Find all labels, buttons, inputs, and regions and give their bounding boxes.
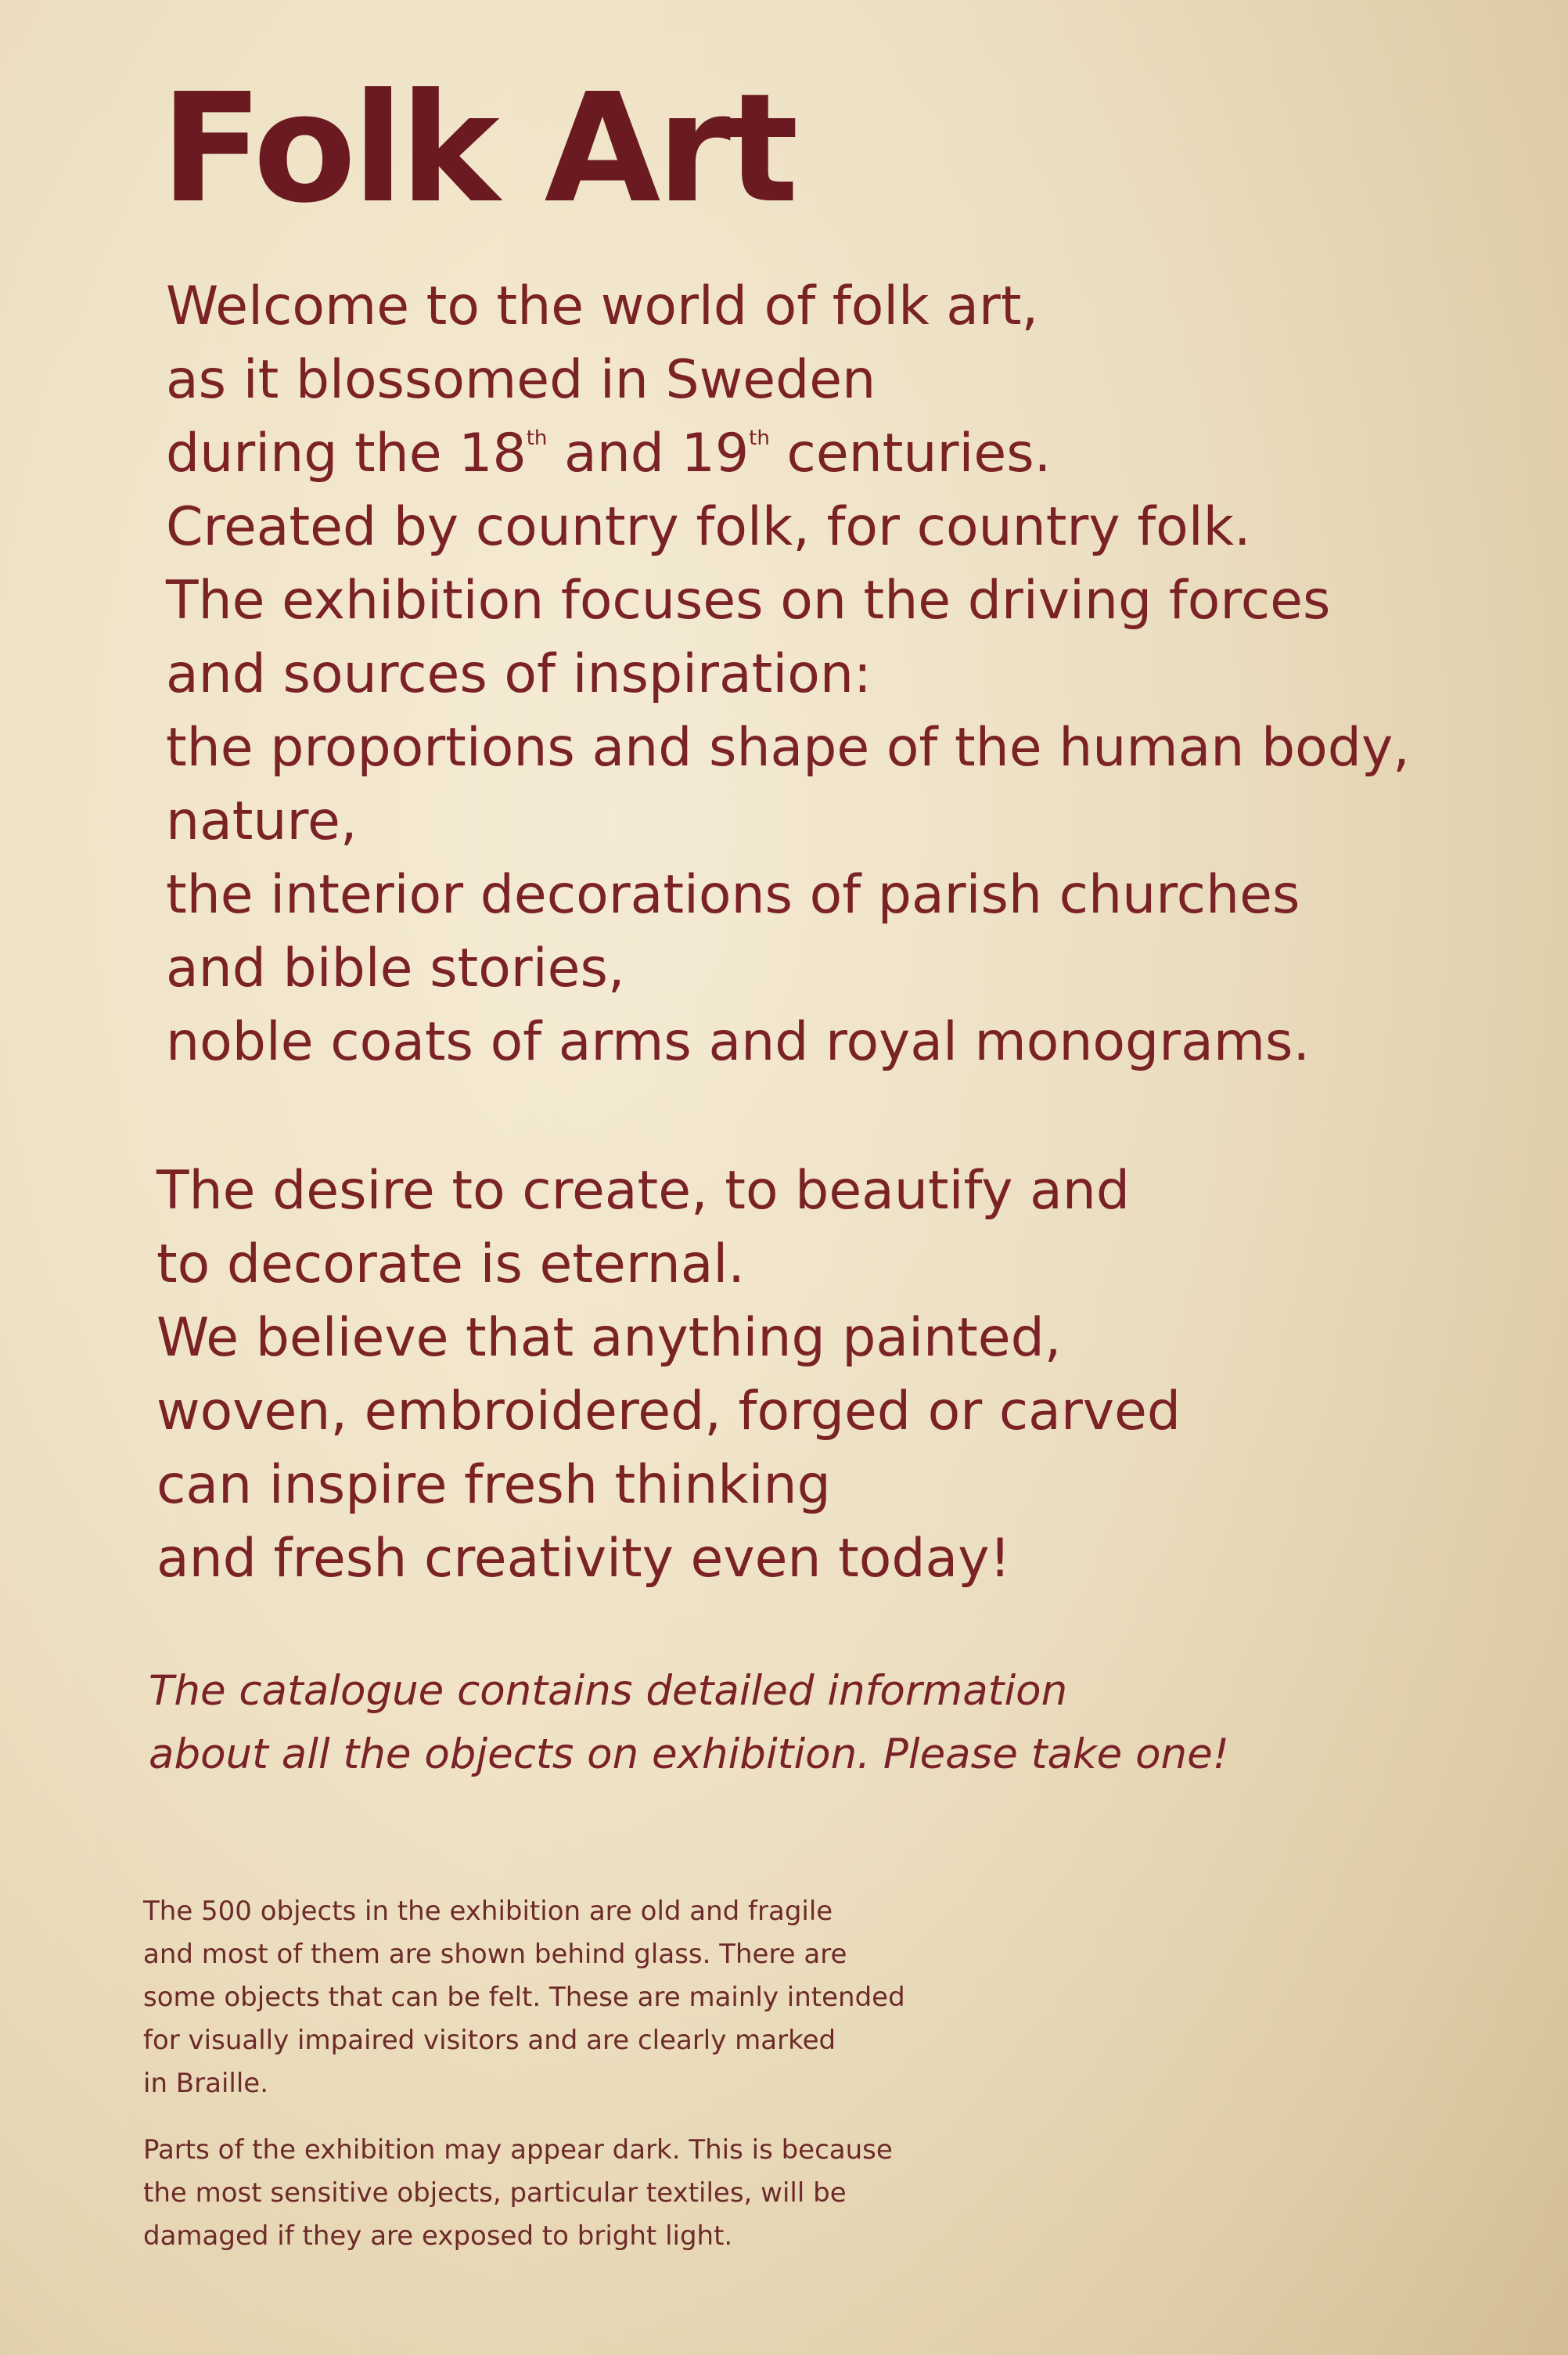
paragraph-line: The desire to create, to beautify and	[156, 1160, 1131, 1222]
intro-line: noble coats of arms and royal monograms.	[166, 1011, 1311, 1073]
note-line: the most sensitive objects, particular textiles, will be	[143, 2177, 847, 2209]
intro-line-part: during the 18	[166, 423, 527, 484]
note-line: damaged if they are exposed to bright light.	[143, 2220, 733, 2252]
catalogue-note	[149, 1659, 1229, 1786]
note-line: in Braille.	[143, 2068, 269, 2099]
intro-line: The exhibition focuses on the driving forces	[166, 570, 1331, 632]
intro-line: as it blossomed in Sweden	[166, 349, 876, 411]
catalogue-line: The catalogue contains detailed information	[149, 1667, 1068, 1715]
paragraph-line: to decorate is eternal.	[156, 1233, 745, 1295]
intro-line: the interior decorations of parish churches	[166, 864, 1300, 926]
intro-line: and sources of inspiration:	[166, 643, 872, 705]
note-line: Parts of the exhibition may appear dark. This is because	[143, 2134, 893, 2166]
intro-paragraph	[166, 270, 1410, 1079]
note-spacer	[143, 2105, 905, 2129]
paragraph-line: woven, embroidered, forged or carved	[156, 1381, 1181, 1442]
superscript: th	[749, 427, 770, 450]
intro-line-centuries	[166, 417, 1410, 491]
intro-line-part: centuries.	[769, 423, 1052, 484]
note-line: for visually impaired visitors and are clearly marked	[143, 2025, 836, 2056]
intro-line: Created by country folk, for country folk.	[166, 496, 1251, 558]
paragraph-line: We believe that anything painted,	[156, 1307, 1062, 1369]
intro-line-part: and 19	[547, 423, 750, 484]
note-line: The 500 objects in the exhibition are old and fragile	[143, 1896, 833, 1927]
note-line: some objects that can be felt. These are mainly intended	[143, 1982, 905, 2013]
intro-line: Welcome to the world of folk art,	[166, 275, 1039, 337]
visitor-notes	[143, 1890, 905, 2258]
intro-line: nature,	[166, 790, 358, 852]
superscript: th	[526, 427, 548, 450]
intro-line: and bible stories,	[166, 938, 625, 999]
note-line: and most of them are shown behind glass. There are	[143, 1939, 847, 1970]
catalogue-line: about all the objects on exhibition. Please take one!	[149, 1730, 1230, 1778]
sign-title: Folk Art	[160, 62, 795, 236]
paragraph-line: can inspire fresh thinking	[156, 1454, 831, 1516]
desire-paragraph	[156, 1154, 1181, 1596]
paragraph-line: and fresh creativity even today!	[156, 1528, 1011, 1590]
intro-line: the proportions and shape of the human body,	[166, 717, 1410, 779]
